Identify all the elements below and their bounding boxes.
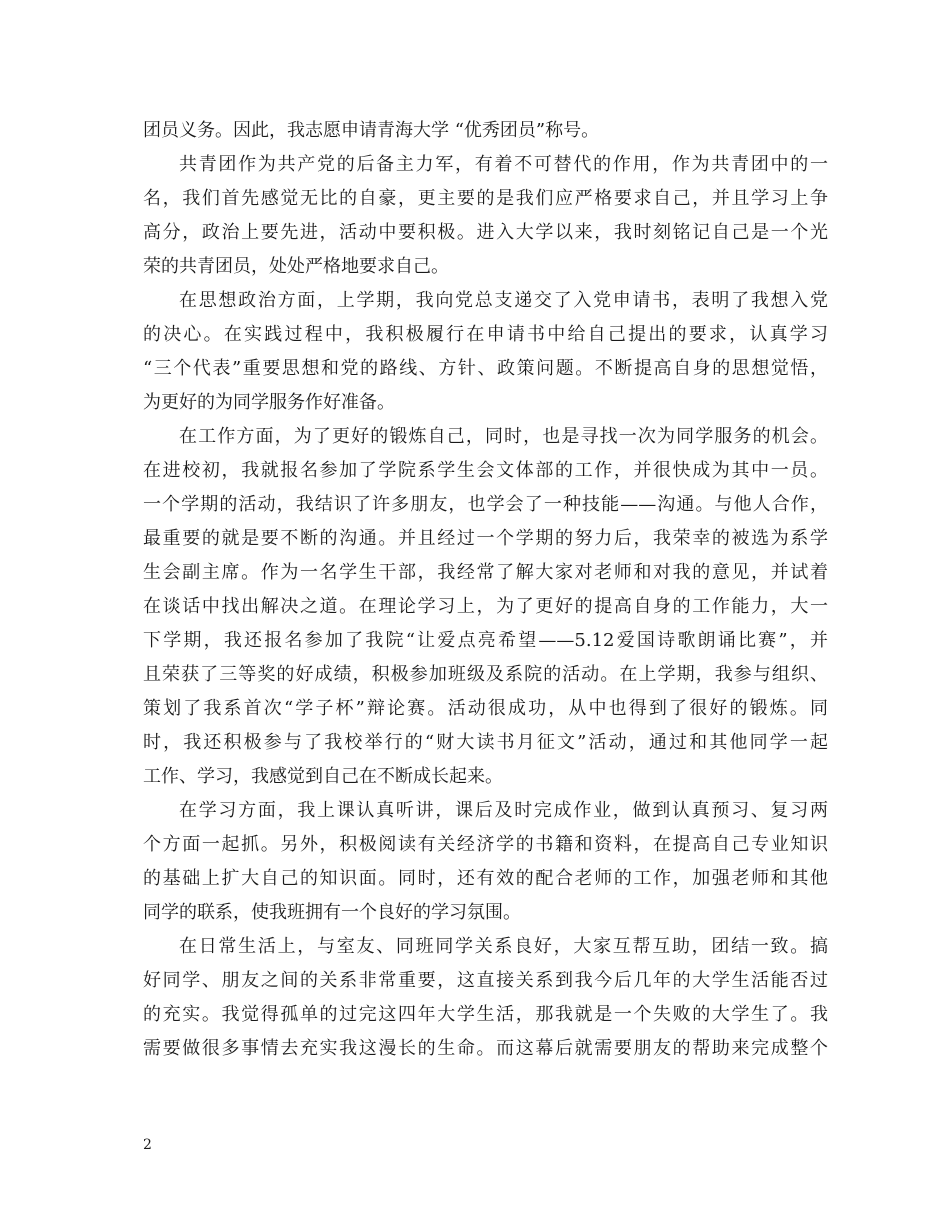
body-text (143, 114, 828, 1066)
text-line: 下学期，我还报名参加了我院“让爱点亮希望——5.12爱国诗歌朗诵比赛”，并 (143, 630, 828, 651)
text-line: 一个学期的活动，我结识了许多朋友，也学会了一种技能——沟通。与他人合作， (143, 494, 828, 515)
text-line: 在日常生活上，与室友、同班同学关系良好，大家互帮互助，团结一致。搞 (179, 936, 828, 957)
page-number: 2 (143, 1137, 152, 1153)
text-line: 在学习方面，我上课认真听讲，课后及时完成作业，做到认真预习、复习两 (179, 800, 828, 821)
text-line: “三个代表”重要思想和党的路线、方针、政策问题。不断提高自身的思想觉悟， (143, 358, 828, 379)
text-line: 荣的共青团员，处处严格地要求自己。 (143, 256, 449, 277)
text-line: 好同学、朋友之间的关系非常重要，这直接关系到我今后几年的大学生活能否过 (143, 970, 828, 991)
text-line: 在谈话中找出解决之道。在理论学习上，为了更好的提高自身的工作能力，大一 (143, 596, 828, 617)
text-line: 同学的联系，使我班拥有一个良好的学习氛围。 (143, 902, 521, 923)
text-line: 的基础上扩大自己的知识面。同时，还有效的配合老师的工作，加强老师和其他 (143, 868, 828, 889)
text-line: 共青团作为共产党的后备主力军，有着不可替代的作用，作为共青团中的一 (179, 154, 828, 175)
text-line: 在工作方面，为了更好的锻炼自己，同时，也是寻找一次为同学服务的机会。 (179, 426, 828, 447)
text-line: 最重要的就是要不断的沟通。并且经过一个学期的努力后，我荣幸的被选为系学 (143, 528, 828, 549)
text-line: 为更好的为同学服务作好准备。 (143, 392, 395, 413)
text-line: 团员义务。因此，我志愿申请青海大学 “优秀团员”称号。 (143, 120, 600, 141)
text-line: 时，我还积极参与了我校举行的“财大读书月征文”活动，通过和其他同学一起 (143, 732, 828, 753)
text-line: 工作、学习，我感觉到自己在不断成长起来。 (143, 766, 503, 787)
text-line: 个方面一起抓。另外，积极阅读有关经济学的书籍和资料，在提高自己专业知识 (143, 834, 828, 855)
text-line: 的决心。在实践过程中，我积极履行在申请书中给自己提出的要求，认真学习 (143, 324, 828, 345)
text-line: 策划了我系首次“学子杯”辩论赛。活动很成功，从中也得到了很好的锻炼。同 (143, 698, 828, 719)
text-line: 高分，政治上要先进，活动中要积极。进入大学以来，我时刻铭记自己是一个光 (143, 222, 828, 243)
text-line: 的充实。我觉得孤单的过完这四年大学生活，那我就是一个失败的大学生了。我 (143, 1004, 828, 1025)
text-line: 需要做很多事情去充实我这漫长的生命。而这幕后就需要朋友的帮助来完成整个 (143, 1038, 828, 1059)
text-line: 且荣获了三等奖的好成绩，积极参加班级及系院的活动。在上学期，我参与组织、 (143, 664, 828, 685)
text-line: 在进校初，我就报名参加了学院系学生会文体部的工作，并很快成为其中一员。 (143, 460, 828, 481)
text-line: 在思想政治方面，上学期，我向党总支递交了入党申请书，表明了我想入党 (179, 290, 828, 311)
text-line: 名，我们首先感觉无比的自豪，更主要的是我们应严格要求自己，并且学习上争 (143, 188, 828, 209)
text-line: 生会副主席。作为一名学生干部，我经常了解大家对老师和对我的意见，并试着 (143, 562, 828, 583)
